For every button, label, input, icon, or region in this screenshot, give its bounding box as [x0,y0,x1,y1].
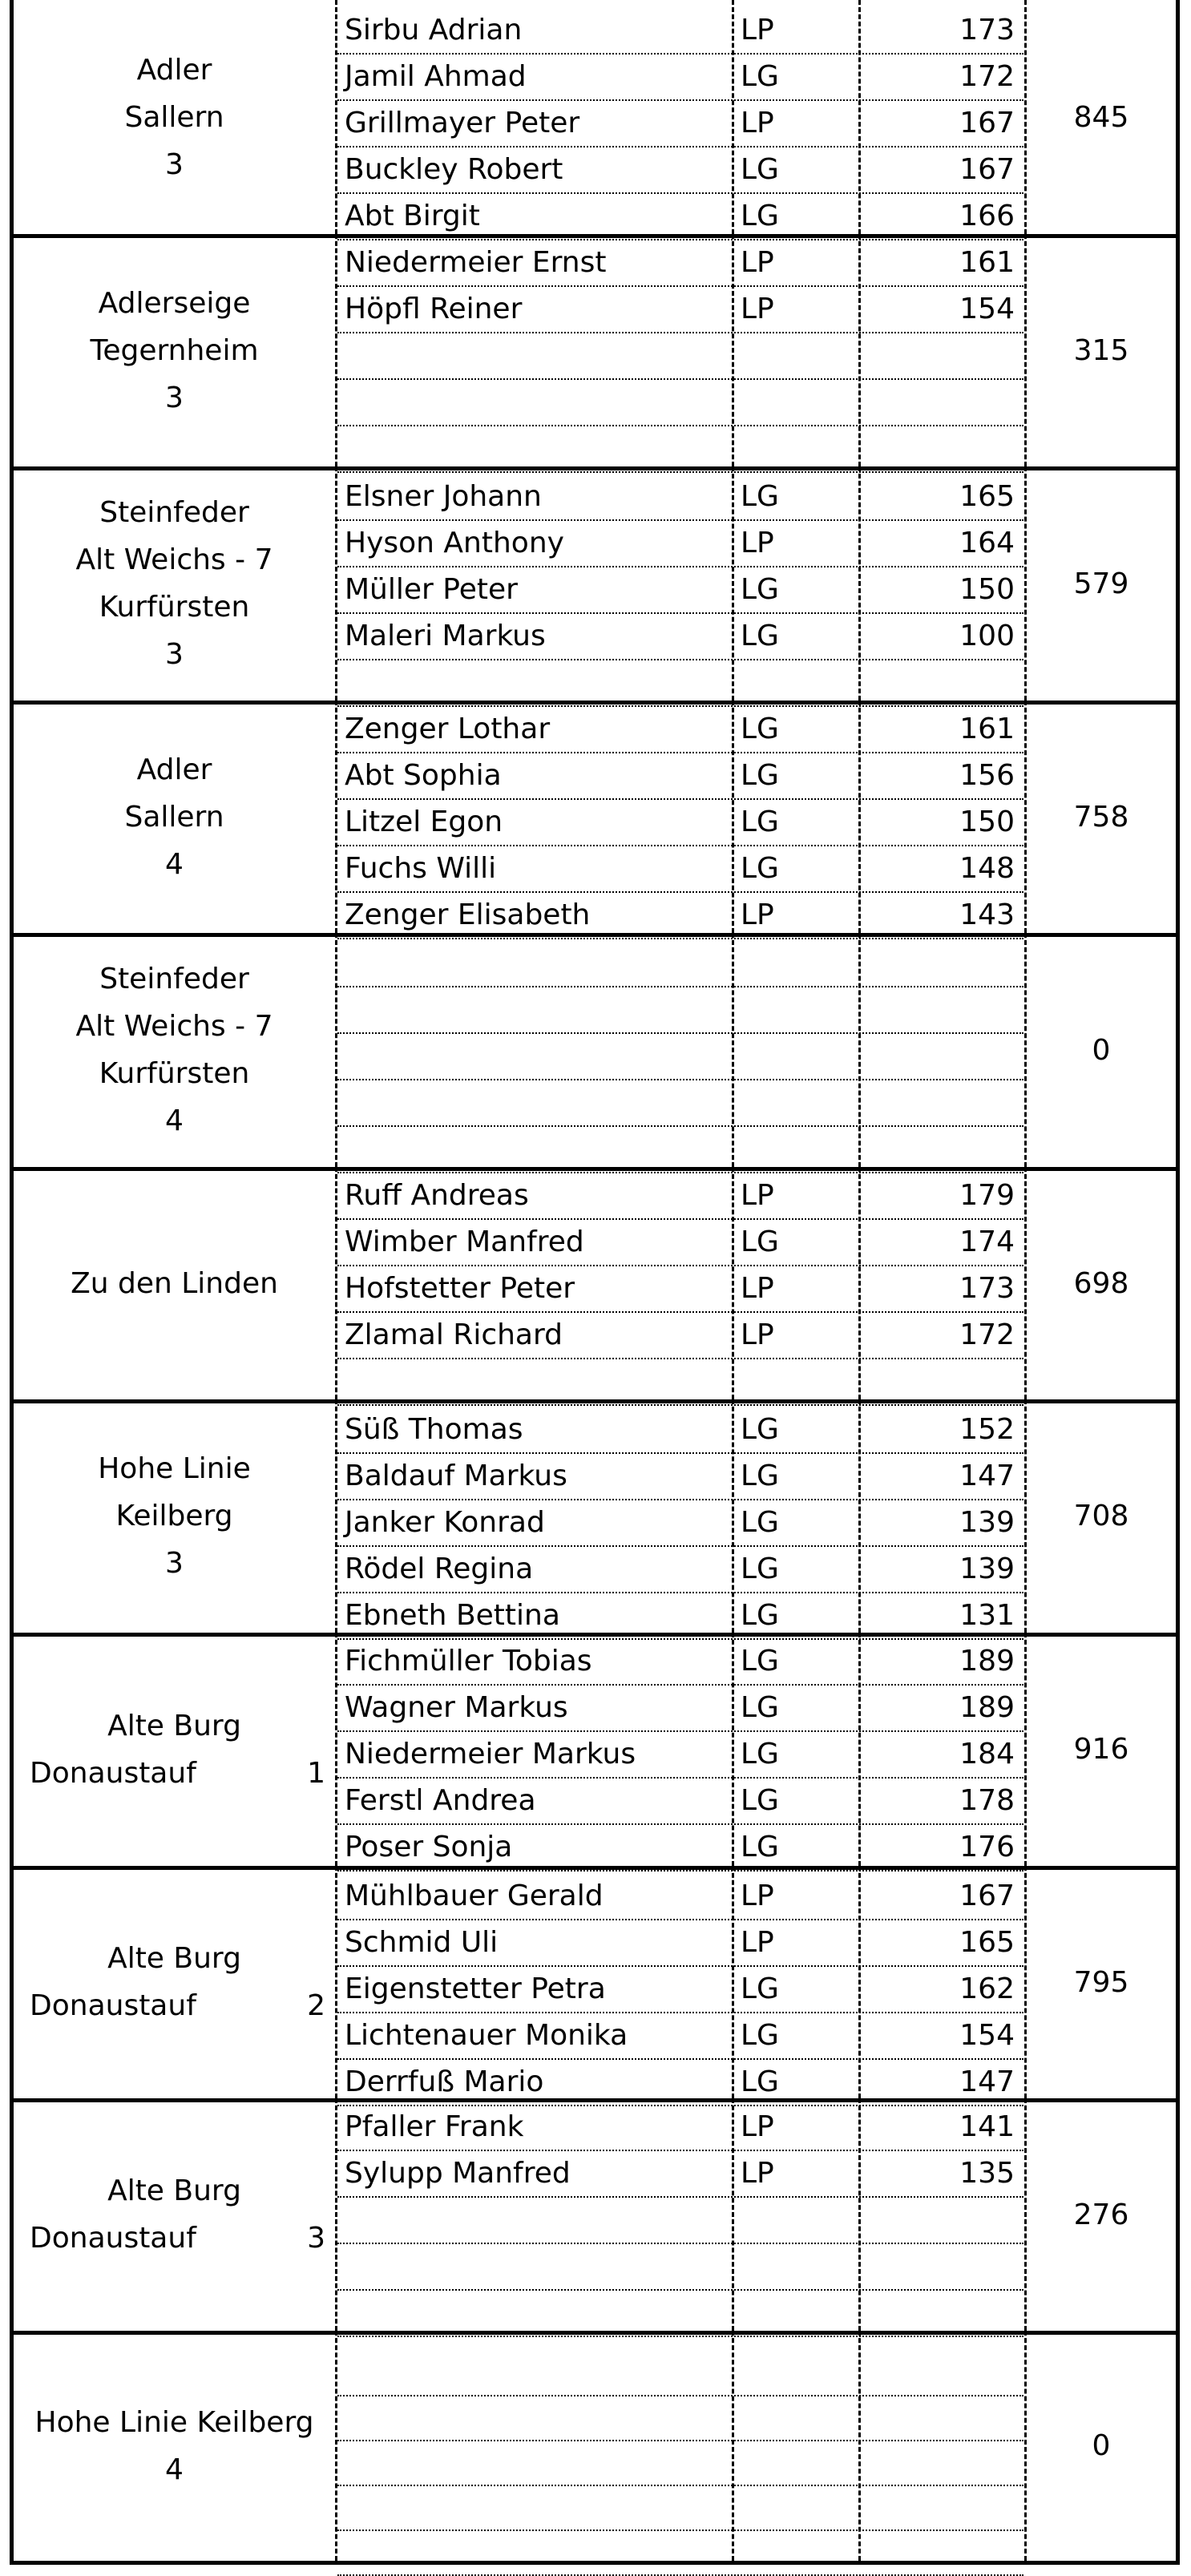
player-row [335,941,1024,987]
player-row [335,753,1024,800]
player-class: LG [741,1552,779,1585]
team-name [14,2331,335,2561]
player-name: Sirbu Adrian [345,14,523,46]
player-class: LP [741,14,774,46]
team-name [14,933,335,1167]
team-block [10,1399,1180,1637]
player-name: Buckley Robert [345,153,563,186]
team-name [14,701,335,933]
player-score: 164 [959,527,1015,559]
player-class: LG [741,1645,779,1678]
player-row [335,1547,1024,1593]
player-class: LG [741,620,779,652]
player-score: 150 [959,806,1015,838]
team-total: 708 [1073,1500,1129,1532]
player-row [335,1080,1024,1127]
player-score: 154 [959,293,1015,325]
player-row [335,1825,1024,1871]
player-row [335,287,1024,333]
player-class: LG [741,153,779,186]
team-name-line: Adlerseige [98,286,251,320]
team-name-part: Donaustauf [30,1756,196,1790]
player-row [335,1454,1024,1500]
player-row [335,521,1024,567]
player-class: LP [741,2157,774,2190]
team-name-line: Adler [136,753,212,786]
player-row [335,1874,1024,1920]
team-name-line: 4 [165,1104,184,1137]
team-name-line: Hohe Linie [98,1452,251,1485]
player-class: LG [741,1506,779,1539]
player-score: 172 [959,1318,1015,1351]
player-name: Rödel Regina [345,1552,534,1585]
team-name-line: Adler [136,53,212,87]
player-score: 173 [959,1272,1015,1305]
player-class: LG [741,60,779,93]
player-name: Ebneth Bettina [345,1599,560,1632]
player-name: Derrfuß Mario [345,2065,544,2098]
standings-sheet [10,0,1180,2565]
player-class: LG [741,759,779,792]
team-total: 698 [1073,1266,1129,1300]
team-name-line: 3 [165,1547,184,1580]
player-class: LP [741,898,774,931]
player-name: Fichmüller Tobias [345,1645,592,1678]
player-score: 162 [959,1972,1015,2005]
player-name: Poser Sonja [345,1831,513,1863]
player-class: LG [741,1225,779,1258]
team-name [14,0,335,234]
team-number: 1 [307,1756,325,1790]
team-name-line: Alte Burg [107,1709,241,1742]
player-class: LG [741,1460,779,1492]
player-score: 176 [959,1831,1015,1863]
player-row [335,333,1024,380]
team-block [10,234,1180,470]
player-name: Niedermeier Markus [345,1738,636,1770]
player-row [335,474,1024,521]
team-name-line: Kurfürsten [99,591,250,624]
player-score: 167 [959,1880,1015,1912]
player-row [335,1266,1024,1313]
player-class: LG [741,713,779,745]
player-name: Grillmayer Peter [345,107,580,139]
player-score: 131 [959,1599,1015,1632]
player-score: 100 [959,620,1015,652]
team-name-part: Donaustauf [30,1989,196,2022]
player-class: LP [741,107,774,139]
team-name-line: Alte Burg [107,2174,241,2207]
team-name-line: Alte Burg [107,1942,241,1975]
team-name-line: Keilberg [115,1500,233,1532]
player-name: Zlamal Richard [345,1318,563,1351]
player-class: LG [741,1691,779,1724]
player-row [335,1686,1024,1732]
player-name: Litzel Egon [345,806,503,838]
player-class: LP [741,293,774,325]
player-row [335,1220,1024,1266]
player-class: LP [741,1926,774,1959]
player-row [335,1500,1024,1547]
player-class: LG [741,852,779,885]
player-class: LG [741,2019,779,2052]
player-row [335,2244,1024,2291]
player-row [335,707,1024,753]
player-class: LP [741,527,774,559]
team-total: 916 [1073,1733,1129,1766]
player-row [335,567,1024,614]
player-row [335,8,1024,55]
player-name: Ferstl Andrea [345,1784,536,1817]
player-score: 166 [959,200,1015,232]
player-class: LG [741,806,779,838]
team-name-line: Kurfürsten [99,1057,250,1090]
player-name: Zenger Elisabeth [345,898,591,931]
player-name: Janker Konrad [345,1506,545,1539]
team-block [10,2098,1180,2335]
player-name: Abt Birgit [345,200,480,232]
team-name-line: 4 [165,847,184,881]
team-block [10,466,1180,705]
player-row [335,2395,1024,2441]
player-row [335,1779,1024,1825]
player-score: 148 [959,852,1015,885]
team-name-line: 3 [165,638,184,671]
player-name: Müller Peter [345,573,518,606]
team-total: 315 [1073,333,1129,367]
player-score: 179 [959,1179,1015,1212]
player-name: Maleri Markus [345,620,546,652]
team-name-line: Alt Weichs - 7 [75,543,273,576]
player-name: Süß Thomas [345,1413,523,1446]
team-name-line [14,1982,335,2029]
player-score: 139 [959,1552,1015,1585]
team-total: 0 [1092,2429,1111,2462]
player-row [335,1407,1024,1454]
team-name-line: Steinfeder [99,963,249,995]
player-row [335,614,1024,660]
player-row [335,1639,1024,1686]
player-class: LP [741,246,774,279]
player-score: 165 [959,1926,1015,1959]
team-name-line: Sallern [124,800,224,834]
player-row [335,1732,1024,1779]
player-score: 150 [959,573,1015,606]
player-row [335,800,1024,846]
team-name-line: Sallern [124,100,224,134]
player-score: 147 [959,2065,1015,2098]
player-row [335,2013,1024,2060]
player-name: Hyson Anthony [345,527,564,559]
team-name-part: Donaustauf [30,2222,196,2255]
player-name: Baldauf Markus [345,1460,567,1492]
player-name: Elsner Johann [345,480,542,513]
player-score: 156 [959,759,1015,792]
player-row [335,1967,1024,2013]
player-row [335,147,1024,194]
team-block [10,933,1180,1171]
team-name-line: Hohe Linie Keilberg [34,2405,314,2439]
player-score: 165 [959,480,1015,513]
player-class: LG [741,2065,779,2098]
team-name [14,234,335,466]
player-class: LP [741,1318,774,1351]
player-name: Mühlbauer Gerald [345,1880,604,1912]
player-score: 189 [959,1691,1015,1724]
team-name [14,1167,335,1399]
player-row [335,380,1024,426]
player-row [335,1034,1024,1080]
player-class: LG [741,1831,779,1863]
player-class: LG [741,200,779,232]
player-name: Pfaller Frank [345,2110,524,2143]
player-row [335,987,1024,1034]
player-row [335,2151,1024,2198]
player-name: Ruff Andreas [345,1179,529,1212]
player-score: 167 [959,153,1015,186]
player-row [335,1173,1024,1220]
player-class: LP [741,2110,774,2143]
team-block [10,1167,1180,1403]
player-name: Wimber Manfred [345,1225,584,1258]
player-score: 161 [959,713,1015,745]
team-total: 795 [1073,1965,1129,1999]
player-score: 172 [959,60,1015,93]
player-row [335,2198,1024,2244]
player-class: LP [741,1880,774,1912]
player-name: Lichtenauer Monika [345,2019,628,2052]
team-total: 579 [1073,567,1129,600]
team-number: 3 [307,2222,325,2255]
player-row [335,846,1024,893]
player-score: 174 [959,1225,1015,1258]
team-total: 758 [1073,800,1129,834]
team-block [10,1866,1180,2102]
team-name [14,1633,335,1866]
team-name-line: 4 [165,2453,184,2486]
team-name-line: 3 [165,381,184,414]
player-name: Höpfl Reiner [345,293,523,325]
player-score: 161 [959,246,1015,279]
team-total: 276 [1073,2198,1129,2231]
team-name [14,2098,335,2331]
player-name: Eigenstetter Petra [345,1972,606,2005]
player-score: 152 [959,1413,1015,1446]
team-block [10,0,1180,238]
player-score: 143 [959,898,1015,931]
player-name: Zenger Lothar [345,713,551,745]
team-name [14,1866,335,2098]
player-row [335,2105,1024,2151]
player-score: 184 [959,1738,1015,1770]
team-name-line [14,1750,335,1797]
team-name-line: Zu den Linden [71,1266,278,1300]
player-class: LG [741,1413,779,1446]
player-score: 147 [959,1460,1015,1492]
team-block [10,1633,1180,1870]
player-row [335,101,1024,147]
player-score: 141 [959,2110,1015,2143]
player-class: LG [741,1972,779,2005]
team-name-line [14,2215,335,2262]
player-class: LG [741,1784,779,1817]
player-score: 154 [959,2019,1015,2052]
player-score: 178 [959,1784,1015,1817]
player-row [335,2485,1024,2531]
team-total: 845 [1073,100,1129,134]
player-class: LG [741,573,779,606]
player-class: LP [741,1179,774,1212]
player-name: Schmid Uli [345,1926,499,1959]
player-score: 167 [959,107,1015,139]
player-row [335,1313,1024,1359]
player-score: 173 [959,14,1015,46]
player-name: Sylupp Manfred [345,2157,571,2190]
player-name: Abt Sophia [345,759,502,792]
team-name-line: Alt Weichs - 7 [75,1010,273,1043]
player-name: Fuchs Willi [345,852,497,885]
player-row [335,2350,1024,2396]
team-name-line: 3 [165,147,184,181]
team-name-line: Tegernheim [90,333,259,367]
team-block [10,2331,1180,2565]
team-total: 0 [1092,1033,1111,1067]
player-score: 189 [959,1645,1015,1678]
team-name [14,466,335,701]
player-class: LP [741,1272,774,1305]
player-row [335,2440,1024,2486]
player-name: Niedermeier Ernst [345,246,607,279]
player-row [335,240,1024,287]
player-class: LG [741,1599,779,1632]
team-block [10,701,1180,937]
player-class: LG [741,1738,779,1770]
player-score: 135 [959,2157,1015,2190]
player-score: 139 [959,1506,1015,1539]
player-name: Jamil Ahmad [345,60,527,93]
team-name-line: Steinfeder [99,496,249,529]
player-name: Wagner Markus [345,1691,568,1724]
team-name [14,1399,335,1633]
team-number: 2 [307,1989,325,2022]
player-class: LG [741,480,779,513]
player-row [335,1920,1024,1967]
player-row [335,55,1024,101]
player-name: Hofstetter Peter [345,1272,575,1305]
player-row [335,2530,1024,2576]
